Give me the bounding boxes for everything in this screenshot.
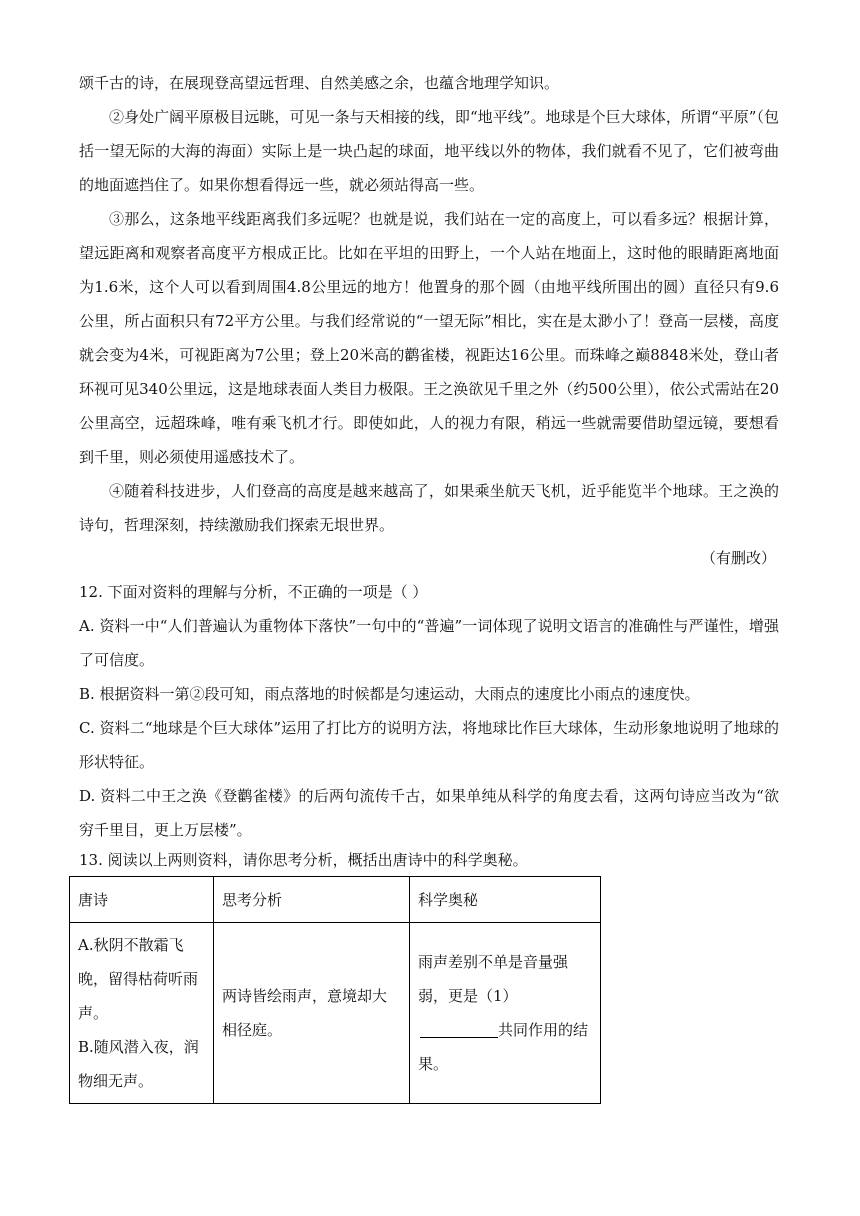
table-header-poem: 唐诗 [70, 877, 214, 923]
passage-paragraph-3: ③那么，这条地平线距离我们多远呢？也就是说，我们站在一定的高度上，可以看多远？根据计算，望远距离和观察者高度平方根成正比。比如在平坦的田野上，一个人站在地面上，这时他的眼睛距离地面为1.6米，这个人可以看到周围4.8公里远的地方！他置身的那个圆（由地平线所围出的圆）直径只有9.6公里，所占面积只有72平方公里。与我们经常说的“一望无际”相比，实在是太渺小了！登高一层楼，高度就会变为4米，可视距离为7公里；登上20米高的鹳雀楼，视距达16公里。而珠峰之巅8848米处，登山者环视可见340公里远，这是地球表面人类目力极限。王之涣欲见千里之外（约500公里），依公式需站在20公里高空，远超珠峰，唯有乘飞机才行。即使如此，人的视力有限，稍远一些就需要借助望远镜，要想看到千里，则必须使用遥感技术了。 [79, 210, 779, 466]
passage-paragraph-1: 颂千古的诗，在展现登高望远哲理、自然美感之余，也蕴含地理学知识。 [79, 74, 560, 92]
table-cell-analysis: 两诗皆绘雨声，意境却大相径庭。 [214, 923, 410, 1104]
mystery-text-before: 雨声差别不单是音量强弱，更是（1） [418, 953, 569, 1005]
question-12-stem: 12. 下面对资料的理解与分析，不正确的一项是（ ） [79, 583, 428, 601]
passage-paragraph-4: ④随着科技进步，人们登高的高度是越来越高了，如果乘坐航天飞机，近乎能览半个地球。王之涣的诗句，哲理深刻，持续激励我们探索无垠世界。 [79, 482, 779, 534]
passage-paragraph-2: ②身处广阔平原极目远眺，可见一条与天相接的线，即“地平线”。地球是个巨大球体，所谓“平原”（包括一望无际的大海的海面）实际上是一块凸起的球面，地平线以外的物体，我们就看不见了，它们被弯曲的地面遮挡住了。如果你想看得远一些，就必须站得高一些。 [79, 108, 779, 194]
question-12-option-c: C. 资料二“地球是个巨大球体”运用了打比方的说明方法，将地球比作巨大球体，生动形象地说明了地球的形状特征。 [79, 719, 779, 771]
table-cell-poems [70, 923, 214, 1104]
mystery-text-after: 共同作用的结果。 [418, 1021, 589, 1073]
question-13-stem: 13. 阅读以上两则资料，请你思考分析，概括出唐诗中的科学奥秘。 [79, 851, 528, 869]
table-cell-mystery [410, 923, 601, 1104]
question-12-option-d: D. 资料二中王之涣《登鹳雀楼》的后两句流传千古，如果单纯从科学的角度去看，这两句诗应当改为“欲穷千里目，更上万层楼”。 [79, 787, 779, 839]
source-note: （有删改） [700, 549, 776, 567]
table-header-analysis: 思考分析 [214, 877, 410, 923]
question-12-option-a: A. 资料一中“人们普遍认为重物体下落快”一句中的“普遍”一词体现了说明文语言的准确性与严谨性，增强了可信度。 [79, 617, 779, 669]
poem-b: B.随风潜入夜，润物细无声。 [78, 1038, 199, 1090]
poem-a: A.秋阴不散霜飞晚，留得枯荷听雨声。 [78, 936, 199, 1022]
table-header-mystery: 科学奥秘 [410, 877, 601, 923]
table-row [70, 923, 601, 1104]
analysis-table [69, 876, 601, 1104]
answer-blank-1[interactable] [420, 1019, 498, 1038]
table-header-row [70, 877, 601, 923]
question-12-option-b: B. 根据资料一第②段可知，雨点落地的时候都是匀速运动，大雨点的速度比小雨点的速度快。 [79, 685, 700, 703]
